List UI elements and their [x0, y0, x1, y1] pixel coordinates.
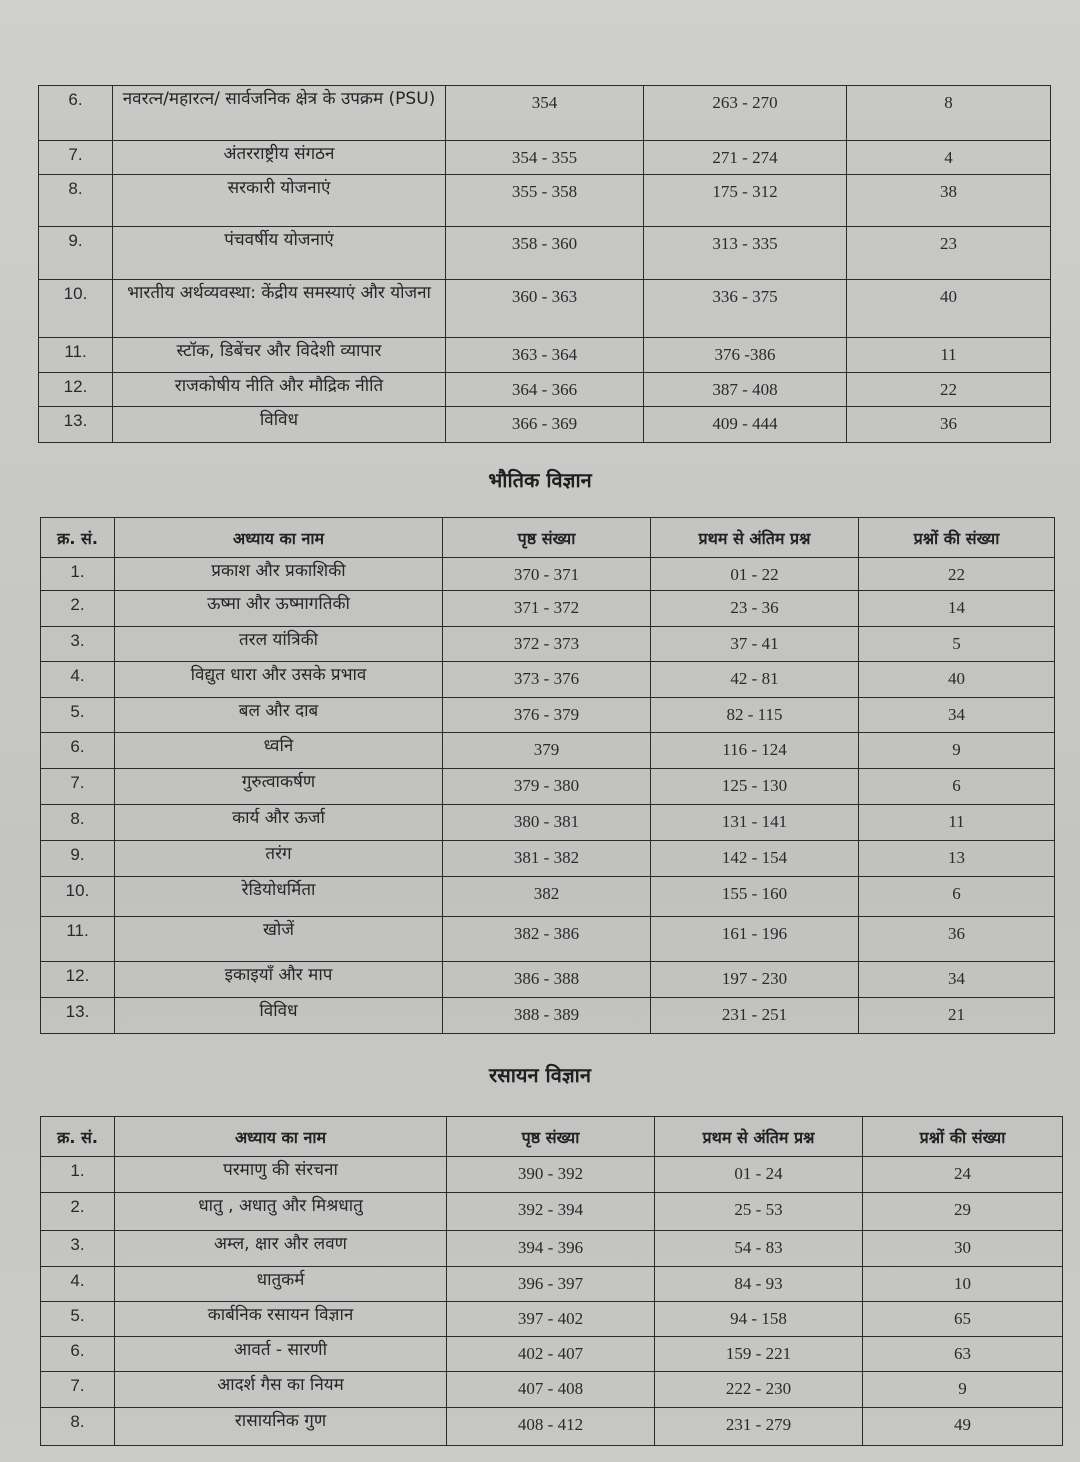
table-row: [41, 917, 1055, 962]
question-range: 01 - 22: [651, 558, 859, 591]
serial-number: 2.: [41, 591, 115, 627]
table-row: [39, 407, 1051, 443]
page-numbers: 388 - 389: [443, 998, 651, 1034]
chapter-name: विविध: [115, 998, 443, 1034]
serial-number: 11.: [39, 338, 113, 373]
question-range: 54 - 83: [655, 1231, 863, 1267]
header-serial: क्र. सं.: [41, 518, 115, 558]
question-range: 94 - 158: [655, 1302, 863, 1337]
serial-number: 9.: [39, 227, 113, 280]
page-numbers: 382 - 386: [443, 917, 651, 962]
question-count: 21: [859, 998, 1055, 1034]
question-range: 175 - 312: [644, 175, 847, 227]
page-numbers: 386 - 388: [443, 962, 651, 998]
table-row: [41, 591, 1055, 627]
chapter-name: रेडियोधर्मिता: [115, 877, 443, 917]
header-question-count: प्रश्नों की संख्या: [863, 1117, 1063, 1157]
chapter-name: राजकोषीय नीति और मौद्रिक नीति: [113, 373, 446, 407]
serial-number: 6.: [39, 86, 113, 141]
question-count: 40: [859, 662, 1055, 698]
question-count: 9: [863, 1372, 1063, 1408]
serial-number: 9.: [41, 841, 115, 877]
chapter-name: ध्वनि: [115, 733, 443, 769]
header-chapter: अध्याय का नाम: [115, 518, 443, 558]
question-range: 142 - 154: [651, 841, 859, 877]
serial-number: 5.: [41, 1302, 115, 1337]
question-range: 42 - 81: [651, 662, 859, 698]
chapter-name: भारतीय अर्थव्यवस्था: केंद्रीय समस्याएं और योजना: [113, 280, 446, 338]
chapter-name: विद्युत धारा और उसके प्रभाव: [115, 662, 443, 698]
table-row: [41, 877, 1055, 917]
question-count: 36: [847, 407, 1051, 443]
serial-number: 7.: [41, 1372, 115, 1408]
question-count: 30: [863, 1231, 1063, 1267]
table-row: [39, 338, 1051, 373]
serial-number: 4.: [41, 1267, 115, 1302]
chapter-name: रासायनिक गुण: [115, 1408, 447, 1446]
chapter-name: धातु , अधातु और मिश्रधातु: [115, 1193, 447, 1231]
question-count: 22: [859, 558, 1055, 591]
question-count: 63: [863, 1337, 1063, 1372]
table-row: [41, 1267, 1063, 1302]
question-count: 5: [859, 627, 1055, 662]
physics-section-title: भौतिक विज्ञान: [488, 468, 592, 492]
question-count: 14: [859, 591, 1055, 627]
serial-number: 8.: [39, 175, 113, 227]
page-numbers: 360 - 363: [446, 280, 644, 338]
page-numbers: 390 - 392: [447, 1157, 655, 1193]
chemistry-section-title: रसायन विज्ञान: [489, 1063, 591, 1087]
chapter-name: गुरुत्वाकर्षण: [115, 769, 443, 805]
chapter-name: इकाइयाँ और माप: [115, 962, 443, 998]
serial-number: 10.: [41, 877, 115, 917]
question-count: 6: [859, 877, 1055, 917]
serial-number: 6.: [41, 733, 115, 769]
chapter-name: बल और दाब: [115, 698, 443, 733]
question-count: 34: [859, 962, 1055, 998]
table-row: [41, 698, 1055, 733]
serial-number: 6.: [41, 1337, 115, 1372]
physics-table: [40, 517, 1055, 1034]
question-range: 263 - 270: [644, 86, 847, 141]
serial-number: 5.: [41, 698, 115, 733]
header-chapter: अध्याय का नाम: [115, 1117, 447, 1157]
page-numbers: 382: [443, 877, 651, 917]
question-range: 336 - 375: [644, 280, 847, 338]
header-row: [41, 518, 1055, 558]
chemistry-table: [40, 1116, 1063, 1446]
question-range: 116 - 124: [651, 733, 859, 769]
header-question-count: प्रश्नों की संख्या: [859, 518, 1055, 558]
table-row: [41, 1231, 1063, 1267]
question-count: 11: [847, 338, 1051, 373]
table-row: [41, 1302, 1063, 1337]
question-range: 25 - 53: [655, 1193, 863, 1231]
question-range: 23 - 36: [651, 591, 859, 627]
table-row: [39, 141, 1051, 175]
question-range: 159 - 221: [655, 1337, 863, 1372]
question-count: 40: [847, 280, 1051, 338]
question-count: 29: [863, 1193, 1063, 1231]
question-count: 24: [863, 1157, 1063, 1193]
question-count: 34: [859, 698, 1055, 733]
question-count: 6: [859, 769, 1055, 805]
table-row: [41, 841, 1055, 877]
table-row: [41, 998, 1055, 1034]
question-count: 11: [859, 805, 1055, 841]
question-count: 10: [863, 1267, 1063, 1302]
table-row: [41, 558, 1055, 591]
question-range: 131 - 141: [651, 805, 859, 841]
question-range: 82 - 115: [651, 698, 859, 733]
question-range: 409 - 444: [644, 407, 847, 443]
chapter-name: पंचवर्षीय योजनाएं: [113, 227, 446, 280]
page-numbers: 394 - 396: [447, 1231, 655, 1267]
header-question-range: प्रथम से अंतिम प्रश्न: [655, 1117, 863, 1157]
page-numbers: 373 - 376: [443, 662, 651, 698]
chapter-name: प्रकाश और प्रकाशिकी: [115, 558, 443, 591]
table-row: [39, 175, 1051, 227]
serial-number: 1.: [41, 558, 115, 591]
question-count: 8: [847, 86, 1051, 141]
serial-number: 13.: [39, 407, 113, 443]
table-row: [39, 227, 1051, 280]
chapter-name: आवर्त - सारणी: [115, 1337, 447, 1372]
page-numbers: 366 - 369: [446, 407, 644, 443]
serial-number: 12.: [41, 962, 115, 998]
question-count: 4: [847, 141, 1051, 175]
question-range: 376 -386: [644, 338, 847, 373]
serial-number: 13.: [41, 998, 115, 1034]
chapter-name: आदर्श गैस का नियम: [115, 1372, 447, 1408]
chapter-name: कार्य और ऊर्जा: [115, 805, 443, 841]
page-numbers: 380 - 381: [443, 805, 651, 841]
table-row: [41, 1157, 1063, 1193]
chapter-name: कार्बनिक रसायन विज्ञान: [115, 1302, 447, 1337]
chapter-name: ऊष्मा और ऊष्मागतिकी: [115, 591, 443, 627]
question-count: 22: [847, 373, 1051, 407]
table-row: [41, 1408, 1063, 1446]
header-serial: क्र. सं.: [41, 1117, 115, 1157]
chapter-name: अंतरराष्ट्रीय संगठन: [113, 141, 446, 175]
page-numbers: 381 - 382: [443, 841, 651, 877]
question-count: 23: [847, 227, 1051, 280]
table-row: [39, 86, 1051, 141]
chapter-name: धातुकर्म: [115, 1267, 447, 1302]
page-numbers: 358 - 360: [446, 227, 644, 280]
table-row: [41, 733, 1055, 769]
serial-number: 3.: [41, 1231, 115, 1267]
page-numbers: 363 - 364: [446, 338, 644, 373]
page-numbers: 370 - 371: [443, 558, 651, 591]
chapter-name: सरकारी योजनाएं: [113, 175, 446, 227]
page-numbers: 354: [446, 86, 644, 141]
serial-number: 8.: [41, 1408, 115, 1446]
page-numbers: 364 - 366: [446, 373, 644, 407]
page-numbers: 392 - 394: [447, 1193, 655, 1231]
chapter-name: तरल यांत्रिकी: [115, 627, 443, 662]
header-question-range: प्रथम से अंतिम प्रश्न: [651, 518, 859, 558]
question-count: 65: [863, 1302, 1063, 1337]
question-range: 37 - 41: [651, 627, 859, 662]
question-range: 161 - 196: [651, 917, 859, 962]
page-numbers: 376 - 379: [443, 698, 651, 733]
page-numbers: 354 - 355: [446, 141, 644, 175]
question-range: 197 - 230: [651, 962, 859, 998]
page-numbers: 379 - 380: [443, 769, 651, 805]
table-row: [41, 1337, 1063, 1372]
question-range: 125 - 130: [651, 769, 859, 805]
serial-number: 7.: [39, 141, 113, 175]
table-row: [39, 280, 1051, 338]
question-range: 313 - 335: [644, 227, 847, 280]
chapter-name: अम्ल, क्षार और लवण: [115, 1231, 447, 1267]
serial-number: 11.: [41, 917, 115, 962]
header-pages: पृष्ठ संख्या: [447, 1117, 655, 1157]
chapter-name: परमाणु की संरचना: [115, 1157, 447, 1193]
table-row: [41, 962, 1055, 998]
question-range: 155 - 160: [651, 877, 859, 917]
table-row: [39, 373, 1051, 407]
question-range: 222 - 230: [655, 1372, 863, 1408]
question-range: 231 - 279: [655, 1408, 863, 1446]
economy-table: [38, 85, 1051, 443]
question-range: 01 - 24: [655, 1157, 863, 1193]
chapter-name: नवरत्न/महारत्न/ सार्वजनिक क्षेत्र के उपक्रम (PSU): [113, 86, 446, 141]
page-numbers: 407 - 408: [447, 1372, 655, 1408]
serial-number: 1.: [41, 1157, 115, 1193]
page-numbers: 379: [443, 733, 651, 769]
table-row: [41, 1372, 1063, 1408]
chapter-name: खोजें: [115, 917, 443, 962]
page-numbers: 397 - 402: [447, 1302, 655, 1337]
question-count: 49: [863, 1408, 1063, 1446]
serial-number: 8.: [41, 805, 115, 841]
header-pages: पृष्ठ संख्या: [443, 518, 651, 558]
question-range: 231 - 251: [651, 998, 859, 1034]
table-row: [41, 805, 1055, 841]
question-count: 9: [859, 733, 1055, 769]
question-count: 13: [859, 841, 1055, 877]
serial-number: 7.: [41, 769, 115, 805]
serial-number: 12.: [39, 373, 113, 407]
serial-number: 10.: [39, 280, 113, 338]
serial-number: 4.: [41, 662, 115, 698]
page-numbers: 355 - 358: [446, 175, 644, 227]
serial-number: 2.: [41, 1193, 115, 1231]
question-range: 387 - 408: [644, 373, 847, 407]
page-numbers: 371 - 372: [443, 591, 651, 627]
header-row: [41, 1117, 1063, 1157]
table-row: [41, 627, 1055, 662]
question-count: 38: [847, 175, 1051, 227]
page-numbers: 402 - 407: [447, 1337, 655, 1372]
chapter-name: तरंग: [115, 841, 443, 877]
page-numbers: 408 - 412: [447, 1408, 655, 1446]
question-range: 271 - 274: [644, 141, 847, 175]
page-numbers: 396 - 397: [447, 1267, 655, 1302]
question-count: 36: [859, 917, 1055, 962]
table-row: [41, 1193, 1063, 1231]
chapter-name: स्टॉक, डिबेंचर और विदेशी व्यापार: [113, 338, 446, 373]
chapter-name: विविध: [113, 407, 446, 443]
serial-number: 3.: [41, 627, 115, 662]
question-range: 84 - 93: [655, 1267, 863, 1302]
table-row: [41, 769, 1055, 805]
page-numbers: 372 - 373: [443, 627, 651, 662]
table-row: [41, 662, 1055, 698]
